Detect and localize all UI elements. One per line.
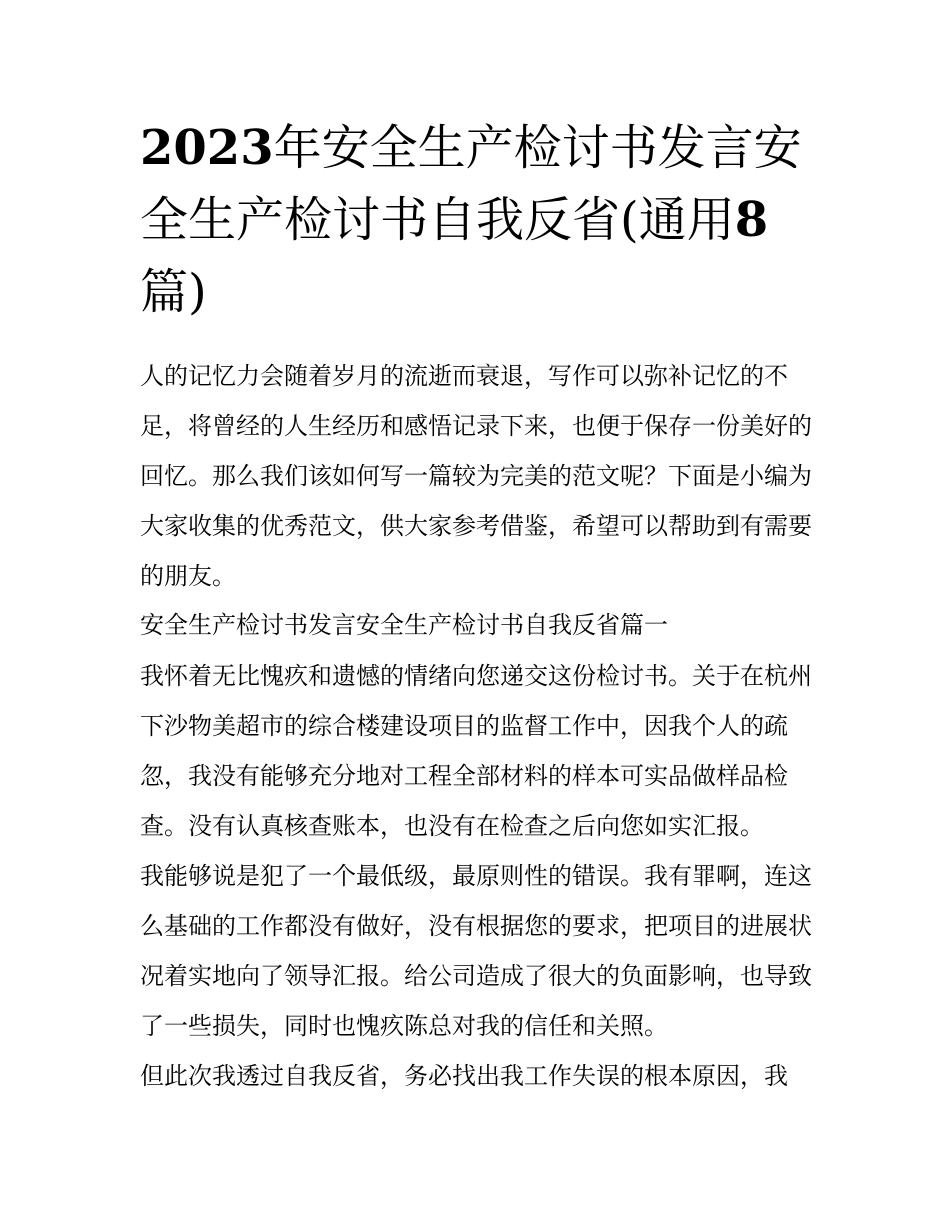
paragraph-intro: 人的记忆力会随着岁月的流逝而衰退，写作可以弥补记忆的不足，将曾经的人生经历和感悟记录下来，也便于保存一份美好的回忆。那么我们该如何写一篇较为完美的范文呢？下面是小编为大家收集的优秀范文，供大家参考借鉴，希望可以帮助到有需要的朋友。 xyxy=(140,362,812,590)
title-year: 2023 xyxy=(140,120,274,176)
paragraph: 我能够说是犯了一个最低级，最原则性的错误。我有罪啊，连这么基础的工作都没有做好，没有根据您的要求，把项目的进展状况着实地向了领导汇报。给公司造成了很大的负面影响，也导致了一些损失，同时也愧疚陈总对我的信任和关照。 xyxy=(140,862,812,1040)
title-end: 篇) xyxy=(140,264,207,320)
section-heading: 安全生产检讨书发言安全生产检讨书自我反省篇一 xyxy=(140,611,668,639)
paragraph: 我怀着无比愧疚和遗憾的情绪向您递交这份检讨书。关于在杭州下沙物美超市的综合楼建设项目的监督工作中，因我个人的疏忽，我没有能够充分地对工程全部材料的样本可实品做样品检查。没有认真核查账本，也没有在检查之后向您如实汇报。 xyxy=(140,662,812,840)
paragraph: 但此次我透过自我反省，务必找出我工作失误的根本原因，我 xyxy=(140,1062,788,1090)
document-title xyxy=(140,112,820,328)
title-text: 年安全生产检讨书发言安全生产检讨书自我反省(通用 xyxy=(140,120,802,248)
title-count: 8 xyxy=(734,192,769,248)
document-body xyxy=(140,351,820,1101)
